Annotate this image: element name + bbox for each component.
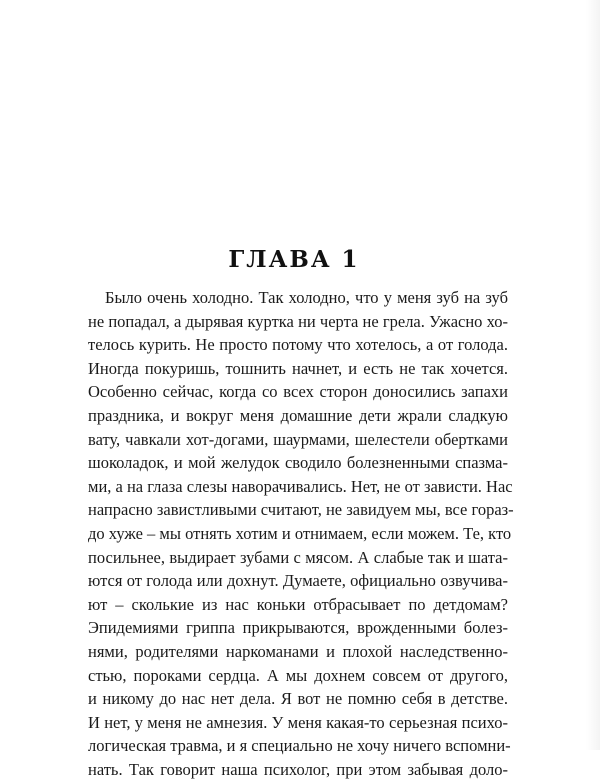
text-line: стью, пороками сердца. А мы дохнем совсем от другого, — [88, 665, 508, 685]
chapter-body-text — [88, 286, 514, 781]
text-line: И нет, у меня не амнезия. У меня какая-то серьезная психо- — [88, 712, 508, 732]
text-line: Эпидемиями гриппа прикрываются, врожденными болез- — [88, 618, 508, 638]
text-line: ются от голода или дохнут. Думаете, официально озвучива- — [88, 571, 508, 591]
text-line: Было очень холодно. Так холодно, что у меня зуб на зуб — [105, 288, 508, 307]
text-line: праздника, и вокруг меня домашние дети жрали сладкую — [88, 405, 508, 425]
text-line: Особенно сейчас, когда со всех сторон доносились запахи — [88, 382, 508, 402]
text-line: шоколадок, и мой желудок сводило болезненными спазма- — [88, 453, 508, 473]
text-line: ют – сколькие из нас коньки отбрасывает по детдомам? — [88, 594, 508, 614]
text-line: до хуже – мы отнять хотим и отнимаем, если можем. Те, кто — [88, 523, 512, 543]
text-line: ми, а на глаза слезы наворачивались. Нет, не от зависти. Нас — [88, 476, 513, 496]
text-line: не попадал, а дырявая куртка ни черта не грела. Ужасно хо- — [88, 311, 508, 331]
page-edge-shadow — [586, 0, 600, 750]
text-line: Иногда покуришь, тошнить начнет, и есть не так хочется. — [88, 358, 508, 378]
text-line: посильнее, выдирает зубами с мясом. А слабые так и шата- — [88, 547, 508, 567]
text-line: нями, родителями наркоманами и плохой наследственно- — [88, 641, 508, 661]
text-line: напрасно завистливыми считают, не завидуем мы, все горaз- — [88, 500, 514, 520]
text-line: вату, чавкали хот-догами, шаурмами, шелестели обертками — [88, 429, 508, 449]
chapter-title: ГЛАВА 1 — [228, 246, 360, 273]
text-line: телось курить. Не просто потому что хотелось, а от голода. — [88, 335, 508, 355]
text-line: нать. Так говорит наша психолог, при этом забывая доло- — [88, 759, 508, 779]
text-line: логическая травма, и я специально не хочу ничего вспомни- — [88, 736, 511, 756]
text-line: и никому до нас нет дела. Я вот не помню себя в детстве. — [88, 689, 508, 709]
